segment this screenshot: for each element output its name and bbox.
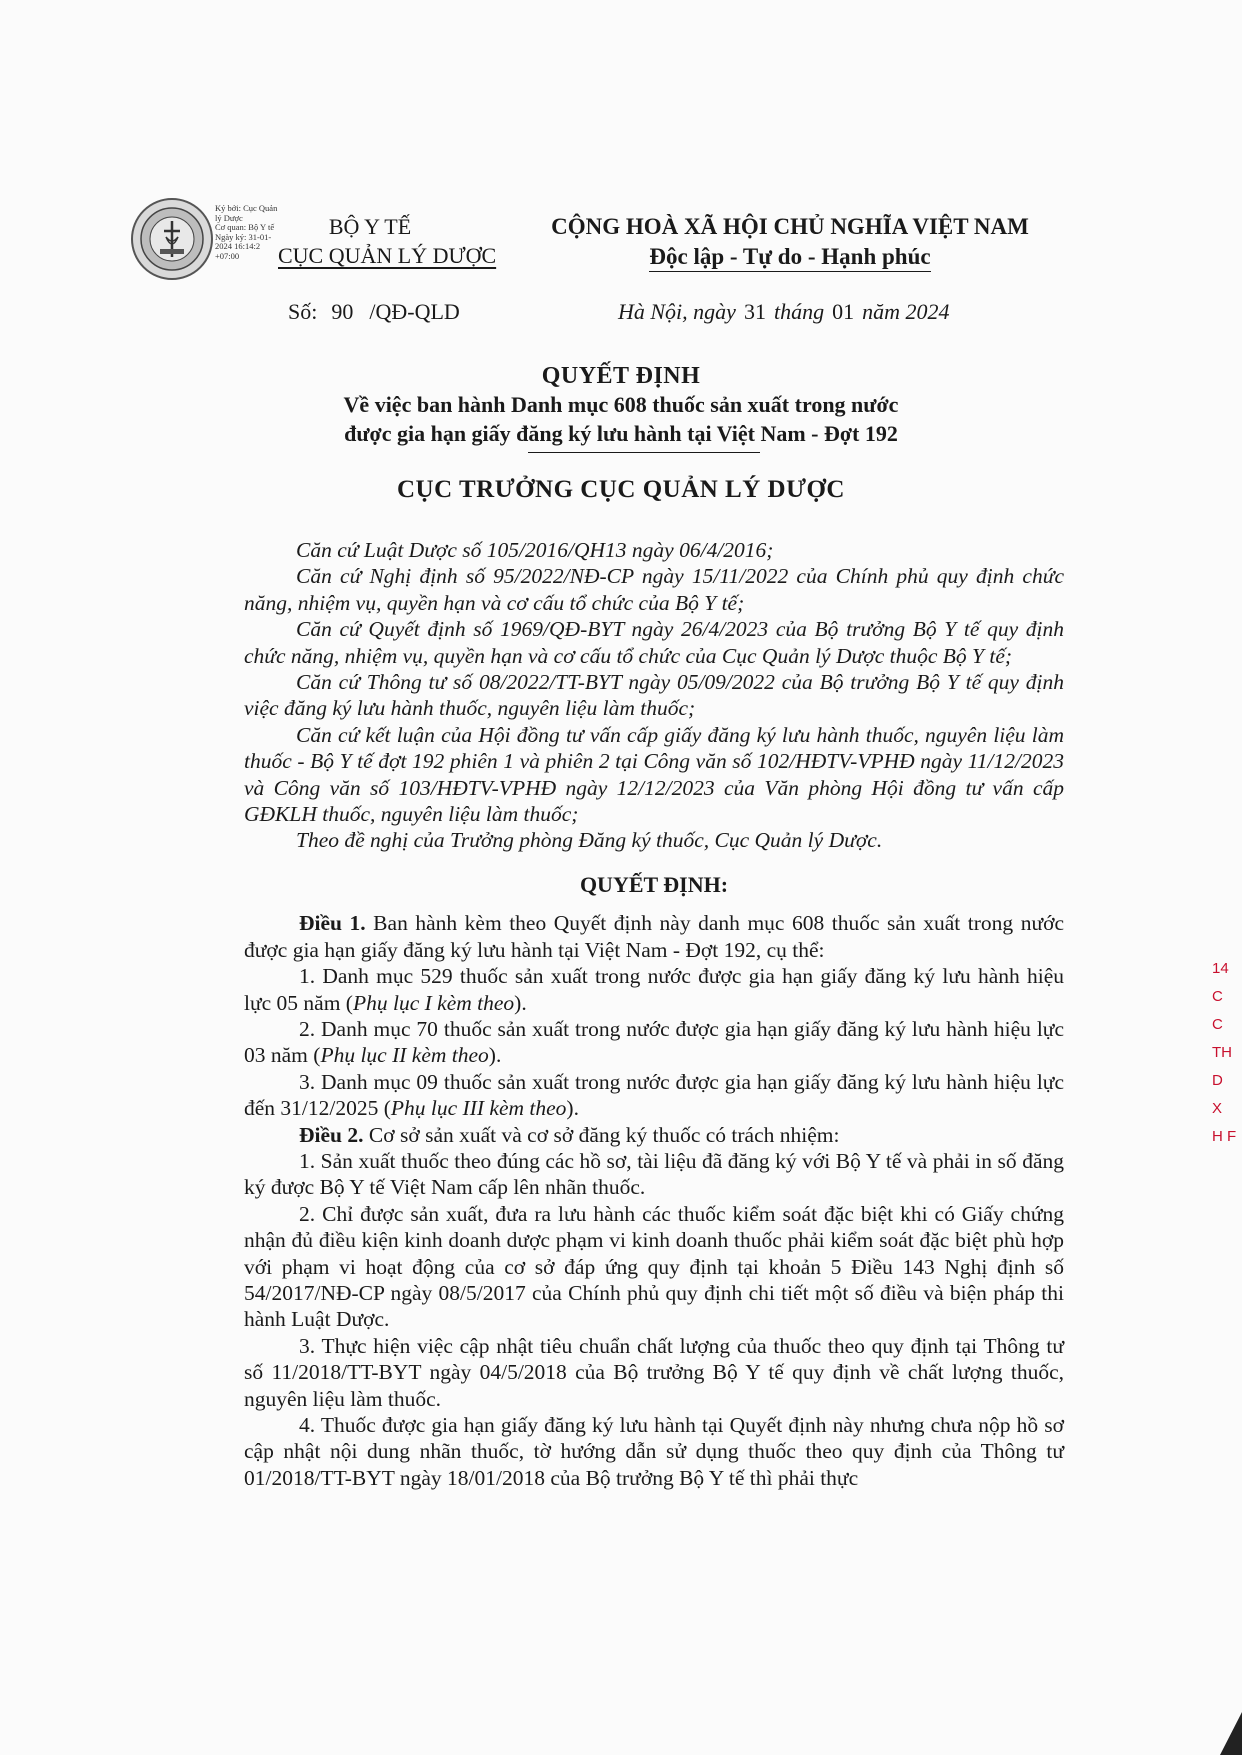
article-2-item: 1. Sản xuất thuốc theo đúng các hồ sơ, tài liệu đã đăng ký với Bộ Y tế và phải in số đăng ký được Bộ Y tế Việt Nam cấp lên nhãn thuốc. [244,1148,1064,1200]
item-text: 2. Danh mục 70 thuốc sản xuất trong nước được gia hạn giấy đăng ký lưu hành hiệu lực 03 năm ( [244,1016,1064,1068]
article-2-item: 2. Chỉ được sản xuất, đưa ra lưu hành các thuốc kiểm soát đặc biệt khi có Giấy chứng nhận đủ điều kiện kinh doanh dược phạm vi kinh doanh thuốc phải kiểm soát đặc biệt phù hợp với phạm vi hoạt động của cơ sở đáp ứng quy định tại khoản 5 Điều 143 Nghị định số 54/2017/NĐ-CP ngày 08/5/2017 của Chính phủ quy định chi tiết một số điều và biện pháp thi hành Luật Dược. [244,1201,1064,1332]
preamble-item: Căn cứ kết luận của Hội đồng tư vấn cấp giấy đăng ký lưu hành thuốc, nguyên liệu làm thuốc - Bộ Y tế đợt 192 phiên 1 và phiên 2 tại Công văn số 102/HĐTV-VPHĐ ngày 11/12/2023 và Công văn số 103/HĐTV-VPHĐ ngày 12/12/2023 của Văn phòng Hội đồng tư vấn cấp GĐKLH thuốc, nguyên liệu làm thuốc; [244,722,1064,827]
subject-line-2: được gia hạn giấy đăng ký lưu hành tại Việt Nam - Đợt 192 [344,421,898,446]
item-text: 3. Danh mục 09 thuốc sản xuất trong nước được gia hạn giấy đăng ký lưu hành hiệu lực đến 31/12/2025 ( [244,1069,1064,1121]
document-type-title: QUYẾT ĐỊNH [541,363,701,389]
signature-line: 2024 16:14:2 [215,241,261,251]
signature-line: Cơ quan: Bộ Y tế [215,222,275,232]
item-text: 1. Danh mục 529 thuốc sản xuất trong nước được gia hạn giấy đăng ký lưu hành hiệu lực 05 năm ( [244,964,1064,1015]
doc-no-label: Số: [288,299,318,324]
item-end: ). [566,1096,579,1121]
date-year: năm 2024 [862,299,950,324]
article-2-item: 4. Thuốc được gia hạn giấy đăng ký lưu hành tại Quyết định này nhưng chưa nộp hồ sơ cập nhật nội dung nhãn thuốc, tờ hướng dẫn sử dụng thuốc theo quy định của Thông tư 01/2018/TT-BYT ngày 18/01/2018 của Bộ trưởng Bộ Y tế thì phải thực [244,1413,1064,1490]
document-body [244,537,1064,1491]
page-corner-mark [1214,1712,1242,1755]
stamp-glyph: X [1212,1100,1223,1117]
agency-name: CỤC QUẢN LÝ DƯỢC [278,243,497,268]
preamble-item: Căn cứ Quyết định số 1969/QĐ-BYT ngày 26/4/2023 của Bộ trưởng Bộ Y tế quy định chức năng, nhiệm vụ, quyền hạn và cơ cấu tổ chức của Cục Quản lý Dược thuộc Bộ Y tế; [244,617,1064,668]
subject-line-1: Về việc ban hành Danh mục 608 thuốc sản xuất trong nước [343,392,899,417]
stamp-glyph: H F [1212,1128,1237,1145]
document-number [288,299,460,325]
article-1-label: Điều 1. [299,911,366,936]
appendix-ref: Phụ lục I kèm theo [352,990,515,1015]
stamp-glyph: TH [1212,1044,1232,1061]
item-end: ). [488,1043,502,1068]
preamble-item: Căn cứ Luật Dược số 105/2016/QH13 ngày 06/4/2016; [296,538,774,562]
decision-heading: QUYẾT ĐỊNH: [579,871,729,897]
date-month-label: tháng [773,299,825,324]
article-2 [244,1122,1064,1148]
date-month: 01 [832,299,855,324]
date-day: 31 [743,299,766,324]
article-1-text: Ban hành kèm theo Quyết định này danh mục 608 thuốc sản xuất trong nước được gia hạn giấy đăng ký lưu hành tại Việt Nam - Đợt 192, cụ thể: [244,911,1065,962]
article-1-item [244,1016,1064,1069]
article-1-item [244,963,1064,1016]
article-1-item [244,1069,1064,1122]
signature-line: lý Dược [215,212,243,223]
stamp-glyph: C [1212,1016,1223,1033]
signature-line: +07:00 [215,250,240,261]
motto-text: Độc lập - Tự do - Hạnh phúc [649,244,930,272]
date-prefix: Hà Nội, ngày [618,299,736,324]
preamble-item: Theo đề nghị của Trưởng phòng Đăng ký thuốc, Cục Quản lý Dược. [296,828,883,853]
doc-no-value: 90 [331,299,354,324]
article-1 [244,910,1064,963]
article-2-text: Cơ sở sản xuất và cơ sở đăng ký thuốc có trách nhiệm: [363,1122,840,1147]
stamp-glyph: C [1212,988,1223,1005]
signature-line: Ngày ký: 31-01- [215,231,272,242]
appendix-ref: Phụ lục III kèm theo [390,1096,567,1121]
stamp-glyph: 14 [1212,960,1229,977]
item-end: ). [514,990,527,1015]
place-and-date [618,299,949,325]
edge-stamp-fragment [1212,955,1242,1145]
article-2-item: 3. Thực hiện việc cập nhật tiêu chuẩn chất lượng của thuốc theo quy định tại Thông tư số 11/2018/TT-BYT ngày 04/5/2018 của Bộ trưởng Bộ Y tế quy định về chất lượng thuốc, nguyên liệu làm thuốc. [244,1333,1064,1411]
article-2-label: Điều 2. [299,1122,364,1147]
country-name: CỘNG HOÀ XÃ HỘI CHỦ NGHĨA VIỆT NAM [551,214,1029,239]
national-motto [540,244,1040,270]
digital-signature-info [215,204,285,261]
agency-seal-image [130,197,214,281]
preamble-item: Căn cứ Nghị định số 95/2022/NĐ-CP ngày 15/11/2022 của Chính phủ quy định chức năng, nhiệm vụ, quyền hạn và cơ cấu tổ chức của Bộ Y tế; [244,564,1064,615]
appendix-ref: Phụ lục II kèm theo [320,1043,489,1068]
issuing-authority: CỤC TRƯỞNG CỤC QUẢN LÝ DƯỢC [397,476,845,503]
ministry-name: BỘ Y TẾ [328,214,412,239]
preamble-item: Căn cứ Thông tư số 08/2022/TT-BYT ngày 05/09/2022 của Bộ trưởng Bộ Y tế quy định việc đăng ký lưu hành thuốc, nguyên liệu làm thuốc; [244,670,1064,721]
stamp-glyph: D [1212,1072,1223,1089]
signature-line: Ký bởi: Cục Quản [215,203,278,213]
doc-no-suffix: /QĐ-QLD [369,299,460,324]
title-divider [528,452,760,453]
